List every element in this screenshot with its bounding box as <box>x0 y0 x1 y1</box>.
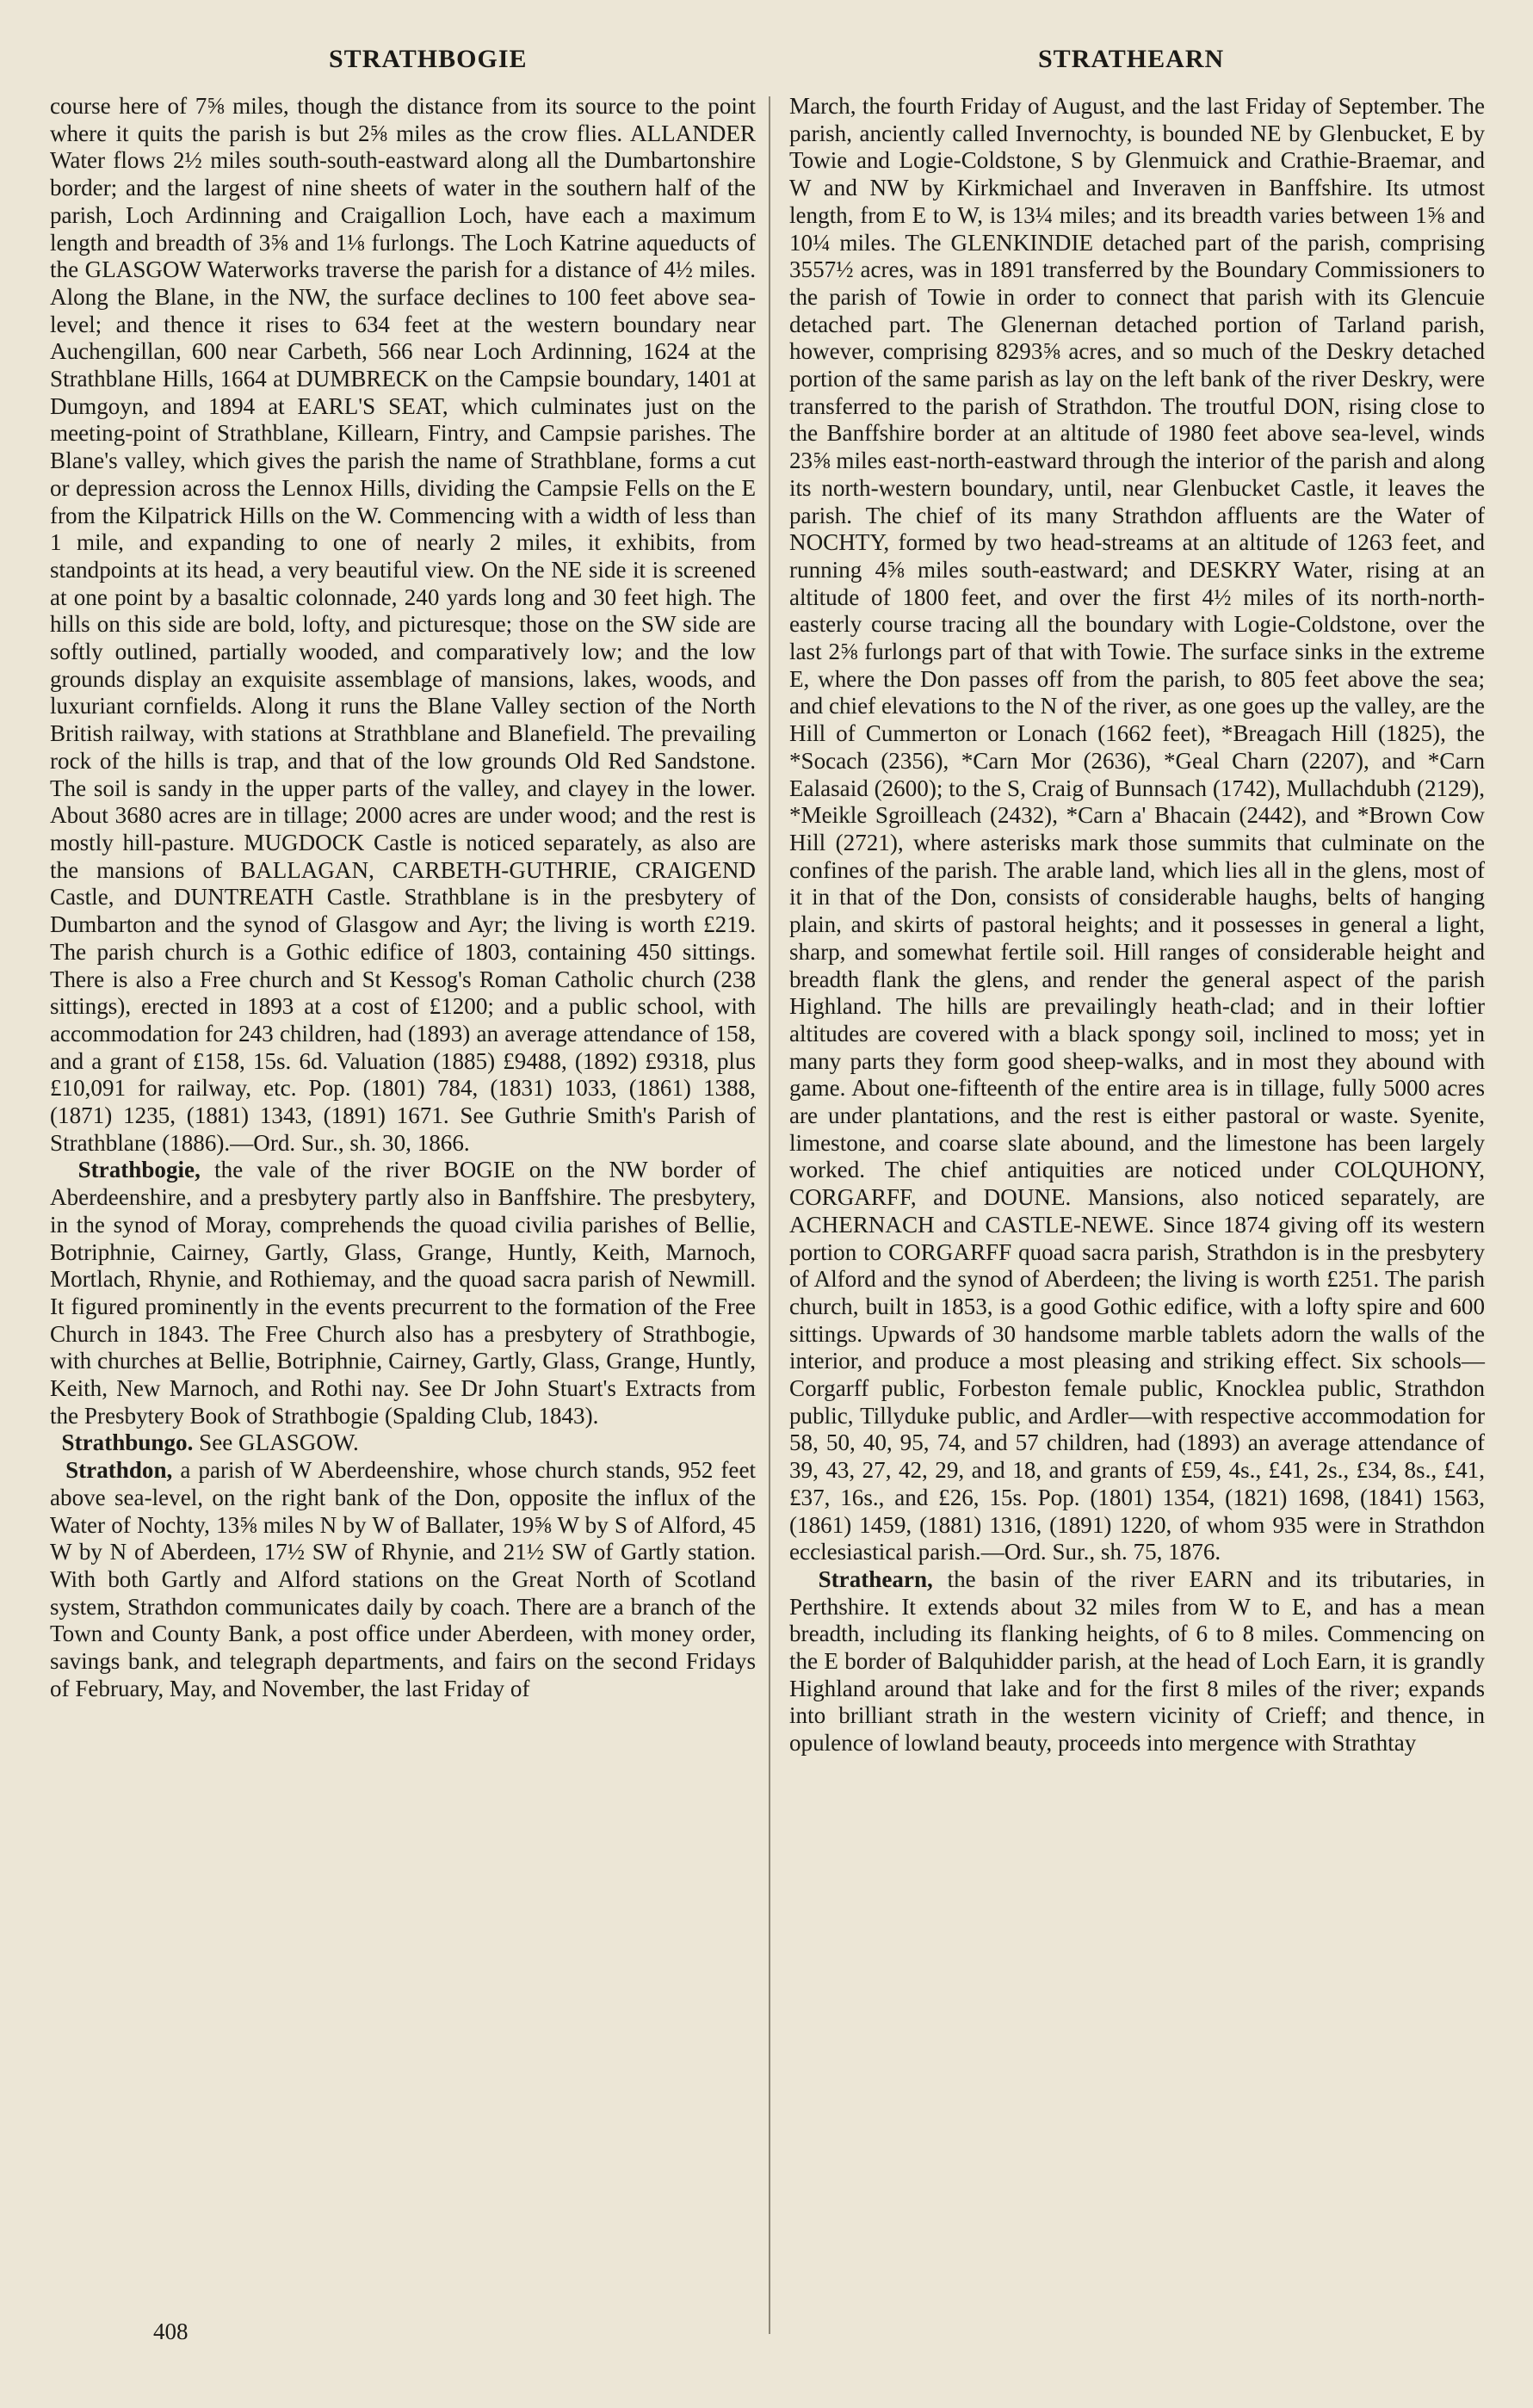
paragraph: course here of 7⅝ miles, though the distance from its source to the point where it quits the parish is but 2⅝ miles as the crow flies. ALLANDER Water flows 2½ miles south-south-eastward along all the Dumbartonshire border; and the largest of nine sheets of water in the southern half of the parish, Loch Ardinning and Craigallion Loch, have each a maximum length and breadth of 3⅝ and 1⅛ furlongs. The Loch Katrine aqueducts of the GLASGOW Waterworks traverse the parish for a distance of 4½ miles. Along the Blane, in the NW, the surface declines to 100 feet above sea-level; and thence it rises to 634 feet at the western boundary near Auchengillan, 600 near Carbeth, 566 near Loch Ardinning, 1624 at the Strathblane Hills, 1664 at DUMBRECK on the Campsie boundary, 1401 at Dumgoyn, and 1894 at EARL'S SEAT, which culminates just on the meeting-point of Strathblane, Killearn, Fintry, and Campsie parishes. The Blane's valley, which gives the parish the name of Strathblane, forms a cut or depression across the Lennox Hills, dividing the Campsie Fells on the E from the Kilpatrick Hills on the W. Commencing with a width of less than 1 mile, and expanding to one of nearly 2 miles, it exhibits, from standpoints at its head, a very beautiful view. On the NE side it is screened at one point by a basaltic colonnade, 240 yards long and 30 feet high. The hills on this side are bold, lofty, and picturesque; those on the SW side are softly outlined, partially wooded, and comparatively low; and the low grounds display an exquisite assemblage of mansions, lakes, woods, and luxuriant cornfields. Along it runs the Blane Valley section of the North British railway, with stations at Strathblane and Blanefield. The prevailing rock of the hills is trap, and that of the low grounds Old Red Sandstone. The soil is sandy in the upper parts of the valley, and clayey in the lower. About 3680 acres are in tillage; 2000 acres are under wood; and the rest is mostly hill-pasture. MUGDOCK Castle is noticed separately, as also are the mansions of BALLAGAN, CARBETH-GUTHRIE, CRAIGEND Castle, and DUNTREATH Castle. Strathblane is in the presbytery of Dumbarton and the synod of Glasgow and Ayr; the living is worth £219. The parish church is a Gothic edifice of 1803, containing 450 sittings. There is also a Free church and St Kessog's Roman Catholic church (238 sittings), erected in 1893 at a cost of £1200; and a public school, with accommodation for 243 children, had (1893) an average attendance of 158, and a grant of £158, 15s. 6d. Valuation (1885) £9488, (1892) £9318, plus £10,091 for railway, etc. Pop. (1801) 784, (1831) 1033, (1861) 1388, (1871) 1235, (1881) 1343, (1891) 1671. See Guthrie Smith's Parish of Strathblane (1886).—Ord. Sur., sh. 30, 1866. <box>50 93 756 1156</box>
headword: Strathearn, <box>818 1565 933 1592</box>
page-number: 408 <box>153 2318 189 2344</box>
entry-strathdon: Strathdon, a parish of W Aberdeenshire, whose church stands, 952 feet above sea-level, on the right bank of the Don, opposite the influx of the Water of Nochty, 13⅝ miles N by W of Ballater, 19⅝ W by S of Alford, 45 W by N of Aberdeen, 17½ SW of Rhynie, and 21½ SW of Gartly station. With both Gartly and Alford stations on the Great North of Scotland system, Strathdon communicates daily by coach. There are a branch of the Town and County Bank, a post office under Aberdeen, with money order, savings bank, and telegraph departments, and fairs on the second Fridays of February, May, and November, the last Friday of <box>50 1457 757 1701</box>
entry-strathearn: Strathearn, the basin of the river EARN and its tributaries, in Perthshire. It extends about 32 miles from W to E, and has a mean breadth, including its flanking heights, of 6 to 8 miles. Commencing on the E border of Balquhidder parish, at the head of Loch Earn, it is grandly Highland around that lake and for the first 8 miles of the river; expands into brilliant strath in the western vicinity of Crieff; and thence, in opulence of lowland beauty, proceeds into mergence with Strathtay <box>789 1565 1485 1757</box>
headword: Strathbogie, <box>77 1157 201 1183</box>
column-divider <box>769 96 770 2334</box>
left-column <box>50 93 756 1702</box>
right-column <box>789 93 1485 1757</box>
entry-strathbogie: Strathbogie, the vale of the river BOGIE on the NW border of Aberdeenshire, and a presbytery partly also in Banffshire. The presbytery, in the synod of Moray, comprehends the quoad civilia parishes of Bellie, Botriphnie, Cairney, Gartly, Glass, Grange, Huntly, Keith, Marnoch, Mortlach, Rhynie, and Rothiemay, and the quoad sacra parish of Newmill. It figured prominently in the events precurrent to the formation of the Free Church in 1843. The Free Church also has a presbytery of Strathbogie, with churches at Bellie, Botriphnie, Cairney, Gartly, Glass, Grange, Huntly, Keith, New Marnoch, and Rothi nay. See Dr John Stuart's Extracts from the Presbytery Book of Strathbogie (Spalding Club, 1843). <box>50 1157 757 1429</box>
headword: Strathdon, <box>65 1457 173 1484</box>
paragraph: March, the fourth Friday of August, and the last Friday of September. The parish, anciently called Invernochty, is bounded NE by Glenbucket, E by Towie and Logie-Coldstone, S by Glenmuick and Crathie-Braemar, and W and NW by Kirkmichael and Inveraven in Banffshire. Its utmost length, from E to W, is 13¼ miles; and its breadth varies between 1⅝ and 10¼ miles. The GLENKINDIE detached part of the parish, comprising 3557½ acres, was in 1891 transferred by the Boundary Commissioners to the parish of Towie in order to connect that parish with its Glencuie detached part. The Glenernan detached portion of Tarland parish, however, comprising 8293⅝ acres, and so much of the Deskry detached portion of the same parish as lay on the left bank of the river Deskry, were transferred to the parish of Strathdon. The troutful DON, rising close to the Banffshire border at an altitude of 1980 feet above sea-level, winds 23⅝ miles east-north-eastward through the interior of the parish and along its north-western boundary, until, near Glenbucket Castle, it leaves the parish. The chief of its many Strathdon affluents are the Water of NOCHTY, formed by two head-streams at an altitude of 1263 feet, and running 4⅝ miles south-eastward; and DESKRY Water, rising at an altitude of 1800 feet, and over the first 4½ miles of its north-north-easterly course tracing all the boundary with Logie-Coldstone, over the last 2⅝ furlongs part of that with Towie. The surface sinks in the extreme E, where the Don passes off from the parish, to 805 feet above the sea; and chief elevations to the N of the river, as one goes up the valley, are the Hill of Cummerton or Lonach (1662 feet), *Breagach Hill (1825), the *Socach (2356), *Carn Mor (2636), *Geal Charn (2207), and *Carn Ealasaid (2600); to the S, Craig of Bunnsach (1742), Mullachdubh (2129), *Meikle Sgroilleach (2432), *Carn a' Bhacain (2442), and *Brown Cow Hill (2721), where asterisks mark those summits that culminate on the confines of the parish. The arable land, which lies all in the glens, most of it in that of the Don, consists of considerable haughs, belts of hanging plain, and skirts of pastoral heights; and it possesses in general a light, sharp, and somewhat fertile soil. Hill ranges of considerable height and breadth flank the glens, and render the general aspect of the parish Highland. The hills are prevailingly heath-clad; and in their loftier altitudes are covered with a black spongy soil, inclined to moss; yet in many parts they form good sheep-walks, and in most they abound with game. About one-fifteenth of the entire area is in tillage, fully 5000 acres are under plantations, and the rest is either pastoral or waste. Syenite, limestone, and coarse slate abound, and the limestone has been largely worked. The chief antiquities are noticed under COLQUHONY, CORGARFF, and DOUNE. Mansions, also noticed separately, are ACHERNACH and CASTLE-NEWE. Since 1874 giving off its western portion to CORGARFF quoad sacra parish, Strathdon is in the presbytery of Alford and the synod of Aberdeen; the living is worth £251. The parish church, built in 1853, is a good Gothic edifice, with a lofty spire and 600 sittings. Upwards of 30 handsome marble tablets adorn the walls of the interior, and produce a most pleasing and striking effect. Six schools—Corgarff public, Forbeston female public, Knocklea public, Strathdon public, Tillyduke public, and Ardler—with respective accommodation for 58, 50, 40, 95, 74, and 57 children, had (1893) an average attendance of 39, 43, 27, 42, 29, and 18, and grants of £59, 4s., £41, 2s., £34, 8s., £41, £37, 16s., and £26, 15s. Pop. (1801) 1354, (1821) 1698, (1841) 1563, (1861) 1459, (1881) 1316, (1891) 1220, of whom 935 were in Strathdon ecclesiastical parish.—Ord. Sur., sh. 75, 1876. <box>789 93 1485 1565</box>
running-head-left: STRATHBOGIE <box>329 45 528 73</box>
running-head-right: STRATHEARN <box>1038 45 1225 73</box>
entry-strathbungo: Strathbungo. See GLASGOW. <box>61 1429 359 1456</box>
headword: Strathbungo. <box>61 1429 194 1456</box>
